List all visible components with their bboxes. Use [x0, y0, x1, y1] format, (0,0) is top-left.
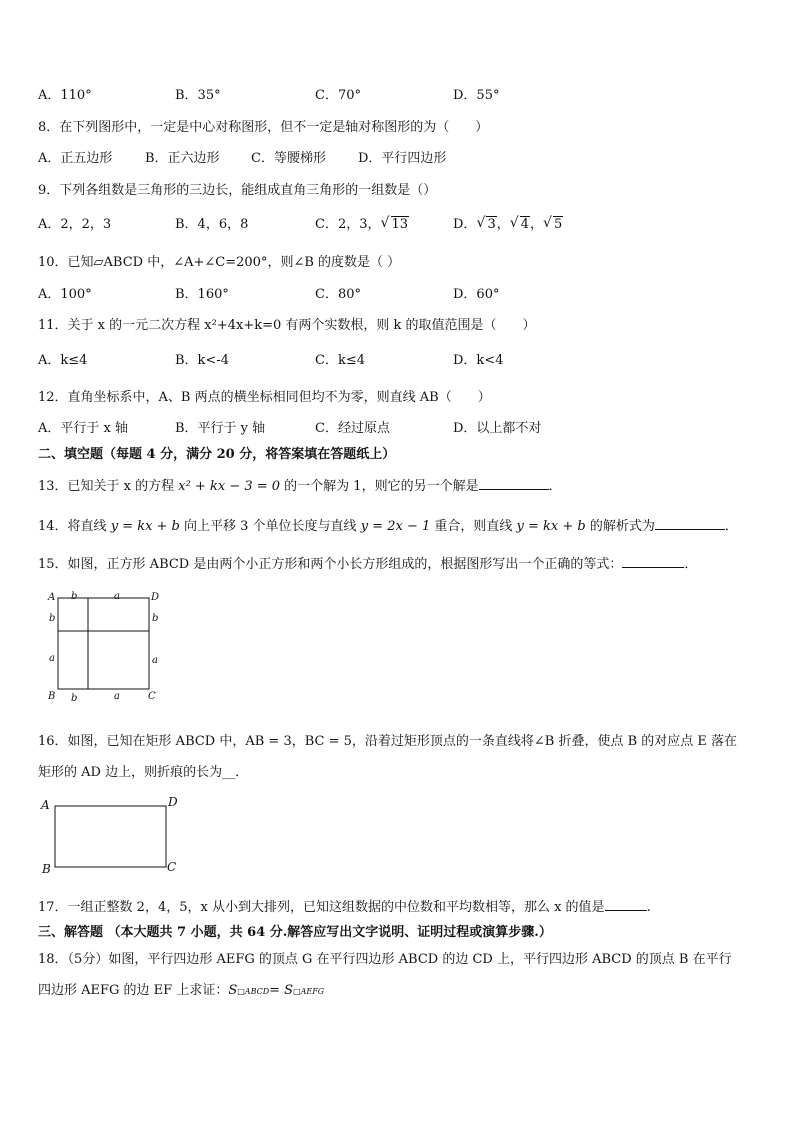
vertex-d-label: D: [168, 795, 178, 809]
q13-part1: 13．已知关于 x 的方程: [38, 479, 179, 494]
sqrt-symbol: √ 13: [380, 215, 409, 232]
q15-end: ．: [684, 557, 698, 572]
right-a-label: a: [152, 655, 158, 666]
bottom-a-label: a: [114, 691, 120, 702]
q14-part2: 向上平移 3 个单位长度与直线: [179, 519, 361, 534]
q11-option-d: D．k<4: [453, 353, 504, 368]
q14-stem: [38, 515, 738, 534]
vertex-d-label: D: [151, 592, 160, 603]
q17-end: .: [646, 900, 651, 915]
q11-stem: 11．关于 x 的一元二次方程 x²+4x+k=0 有两个实数根，则 k 的取值范围是（ ）: [38, 318, 536, 333]
q14-part3: 重合，则直线: [430, 519, 517, 534]
q7-option-a: A．110°: [38, 88, 92, 103]
q15-stem-text: 15．如图，正方形 ABCD 是由两个小正方形和两个小长方形组成的，根据图形写出一个正确的等式：: [38, 557, 623, 572]
q14-eq1: y = kx + b: [110, 519, 180, 534]
q18-line2: [38, 979, 324, 998]
q9-option-a: A．2，2，3: [38, 217, 112, 232]
right-b-label: b: [152, 613, 159, 624]
bottom-b-label: b: [71, 693, 78, 704]
q12-stem: 12．直角坐标系中，A、B 两点的横坐标相同但均不为零，则直线 AB（ ）: [38, 390, 491, 405]
q15-square-svg: [44, 590, 164, 706]
q18-s2: S: [284, 983, 294, 998]
q14-eq3: y = kx + b: [516, 519, 586, 534]
q18-s1-sub: □ABCD: [237, 987, 270, 996]
q14-answer-blank[interactable]: [655, 517, 725, 530]
vertex-a-label: A: [48, 592, 56, 603]
sqrt-symbol: √ 5: [543, 215, 563, 232]
q9-option-c: [315, 213, 409, 232]
q9-option-d-root-1: 3: [487, 217, 496, 232]
q13-end: ．: [548, 479, 562, 494]
q17-answer-blank[interactable]: [605, 898, 647, 911]
vertex-c-label: C: [148, 691, 156, 702]
q17-stem: [38, 896, 651, 915]
q13-stem: [38, 475, 562, 494]
q18-eq: =: [269, 983, 285, 998]
top-a-label: a: [114, 591, 120, 602]
vertex-a-label: A: [41, 798, 50, 812]
q13-equation: x² + kx − 3 = 0: [178, 479, 281, 494]
q10-option-a: A．100°: [38, 287, 92, 302]
q13-answer-blank[interactable]: [479, 477, 549, 490]
q15-answer-blank[interactable]: [622, 555, 684, 568]
vertex-c-label: C: [167, 860, 177, 874]
q7-option-c: C．70°: [315, 88, 361, 103]
q9-stem: 9．下列各组数是三角形的三边长，能组成直角三角形的一组数是（）: [38, 183, 437, 198]
q8-option-c: C．等腰梯形: [251, 151, 326, 166]
q9-option-c-root: 13: [391, 217, 409, 232]
q9-option-d-prefix: D．: [453, 217, 477, 232]
q8-option-b: B．正六边形: [145, 151, 220, 166]
q9-option-d-root-2: 4: [520, 217, 530, 232]
q10-option-b: B．160°: [175, 287, 229, 302]
sqrt-symbol: √ 3: [476, 215, 496, 232]
q18-line1: 18．（5分）如图，平行四边形 AEFG 的顶点 G 在平行四边形 ABCD 的边 CD 上，平行四边形 ABCD 的顶点 B 在平行: [38, 952, 732, 967]
q14-part1: 14．将直线: [38, 519, 111, 534]
q9-option-b: B．4，6，8: [175, 217, 249, 232]
q7-option-b: B．35°: [175, 88, 221, 103]
q16-rectangle-figure: [38, 796, 188, 878]
vertex-b-label: B: [48, 691, 56, 702]
q16-line1: 16．如图，已知在矩形 ABCD 中，AB = 3，BC = 5，沿着过矩形顶点的一条直线将∠B 折叠，使点 B 的对应点 E 落在: [38, 734, 738, 749]
q7-option-d: D．55°: [453, 88, 500, 103]
section-2-title: 二、填空题（每题 4 分，满分 20 分，将答案填在答题纸上）: [38, 447, 396, 462]
q16-rectangle-svg: [38, 796, 188, 878]
q14-part4: 的解析式为: [585, 519, 655, 534]
q11-option-b: B．k<-4: [175, 353, 229, 368]
section-3-title: 三、解答题 （本大题共 7 小题，共 64 分.解答应写出文字说明、证明过程或演算步骤.）: [38, 925, 552, 940]
q12-option-a: A．平行于 x 轴: [38, 421, 128, 436]
q14-end: ．: [724, 519, 738, 534]
q15-square-figure: [44, 590, 164, 706]
q14-eq2: y = 2x − 1: [360, 519, 431, 534]
q12-option-c: C．经过原点: [315, 421, 390, 436]
q17-stem-text: 17．一组正整数 2，4，5，x 从小到大排列，已知这组数据的中位数和平均数相等，那么 x 的值是: [38, 900, 605, 915]
q8-option-d: D．平行四边形: [358, 151, 447, 166]
sqrt-symbol: √ 4: [509, 215, 530, 232]
rectangle-outline: [55, 806, 166, 867]
top-b-label: b: [71, 591, 78, 602]
q16-line2: 矩形的 AD 边上，则折痕的长为__．: [38, 765, 249, 780]
q10-stem: 10．已知▱ABCD 中，∠A+∠C=200°，则∠B 的度数是（ ）: [38, 255, 401, 270]
vertex-b-label: B: [42, 862, 51, 876]
square-outline: [58, 598, 149, 689]
q10-option-d: D．60°: [453, 287, 500, 302]
left-b-label: b: [49, 613, 56, 624]
q9-option-c-prefix: C．2，3，: [315, 217, 381, 232]
q11-option-a: A．k≤4: [38, 353, 88, 368]
q18-s2-sub: □AEFG: [293, 987, 325, 996]
q8-stem: 8．在下列图形中，一定是中心对称图形，但不一定是轴对称图形的为（ ）: [38, 120, 489, 135]
q9-option-d: D． √ 3， √ 4， √ 5: [453, 215, 563, 232]
q15-stem: [38, 553, 697, 572]
left-a-label: a: [49, 653, 55, 664]
q18-s1: S: [228, 983, 238, 998]
q9-option-d-root-3: 5: [554, 217, 563, 232]
q12-option-b: B．平行于 y 轴: [175, 421, 266, 436]
q11-option-c: C．k≤4: [315, 353, 365, 368]
q13-part2: 的一个解为 1，则它的另一个解是: [280, 479, 479, 494]
q18-line2-prefix: 四边形 AEFG 的边 EF 上求证：: [38, 983, 229, 998]
q12-option-d: D．以上都不对: [453, 421, 542, 436]
q10-option-c: C．80°: [315, 287, 361, 302]
q8-option-a: A．正五边形: [38, 151, 113, 166]
